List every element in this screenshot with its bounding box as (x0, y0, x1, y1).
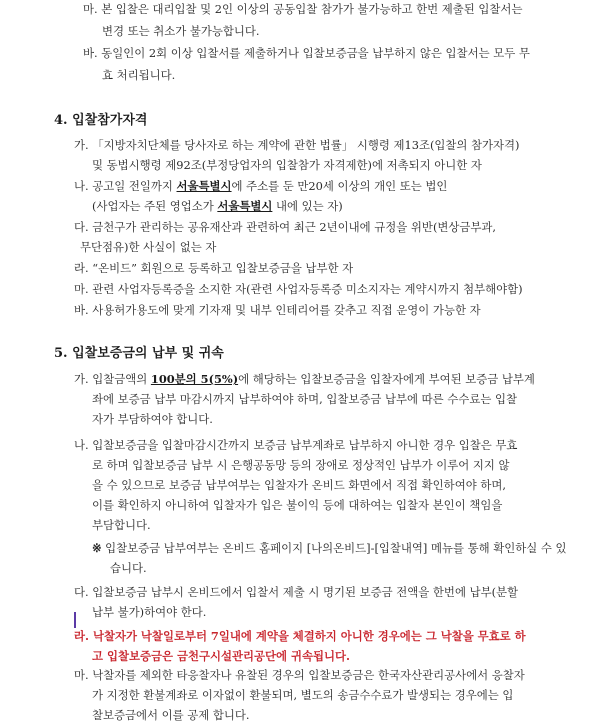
s5-ga-line3: 자가 부담하여야 합니다. (92, 412, 213, 426)
item-text: “온비드” 회원으로 등록하고 입찰보증금을 납부한 자 (92, 261, 354, 275)
item-marker: 가. (74, 372, 89, 386)
s5-ga-line2: 좌에 보증금 납부 마감시까지 납부하여야 하며, 입찰보증금 납부에 따른 수수료는 입찰 (92, 392, 517, 406)
s5-da-line2: 납부 불가)하여야 한다. (92, 605, 207, 619)
item-text: 낙찰자를 제외한 타응찰자나 유찰된 경우의 입찰보증금은 한국자산관리공사에서 응찰자 (92, 668, 525, 682)
s5-ra-line1 (74, 628, 526, 644)
s5-na-line1 (74, 437, 517, 453)
s5-ga-line1 (74, 371, 535, 387)
s5-na-line3: 을 수 있으므로 보증금 납부여부는 입찰자가 온비드 화면에서 직접 확인하여야 하며, (92, 478, 506, 492)
item-marker: 마. (74, 668, 89, 682)
underlined-text: 서울특별시 (176, 179, 232, 193)
item-marker: 나. (74, 179, 89, 193)
s4-ba-line1 (74, 302, 481, 318)
item-marker: 가. (74, 138, 89, 152)
item-marker: 마. (74, 282, 89, 296)
s4-ga-line2: 및 동법시행령 제92조(부정당업자의 입찰참가 자격제한)에 저촉되지 아니한 자 (92, 158, 482, 172)
item-text: 관련 사업자등록증을 소지한 자(관련 사업자등록증 미소지자는 계약시까지 첨부해야함) (92, 282, 523, 296)
change-marker-bar (74, 612, 76, 628)
section-4-title: 4. 입찰참가자격 (54, 113, 148, 128)
item-text: 내에 있는 자) (272, 199, 343, 213)
item-text: 금천구가 관리하는 공유재산과 관련하여 최근 2년이내에 규정을 위반(변상금부과, (92, 220, 497, 234)
item-marker: 다. (74, 585, 89, 599)
item-marker: 라. (74, 629, 89, 643)
s5-na-line2: 로 하며 입찰보증금 납부 시 은행공동망 등의 장애로 정상적인 납부가 이루어 지지 않 (92, 458, 510, 472)
item-text: 에 해당하는 입찰보증금을 입찰자에게 부여된 보증금 납부계 (238, 372, 535, 386)
s5-ma-line2: 가 지정한 환불계좌로 이자없이 환불되며, 별도의 송금수수료가 발생되는 경우에는 입 (92, 688, 514, 702)
underlined-text: 서울특별시 (217, 199, 273, 213)
s5-na-note-line2: 습니다. (110, 561, 147, 575)
s5-ma-line3: 찰보증금에서 이를 공제 합니다. (92, 708, 250, 722)
item-marker: 바. (74, 303, 89, 317)
item-text: 공고일 전일까지 (92, 179, 177, 193)
item-text: 낙찰자가 낙찰일로부터 7일내에 계약을 체결하지 아니한 경우에는 그 낙찰을 무효로 하 (92, 629, 526, 643)
item-ba-line2: 효 처리됩니다. (102, 68, 176, 82)
s5-na-line4: 이를 확인하지 아니하여 입찰자가 입은 불이익 등에 대하여는 입찰자 본인이 책임을 (92, 498, 503, 512)
s4-ra-line1 (74, 260, 353, 276)
section-5-title: 5. 입찰보증금의 납부 및 귀속 (54, 346, 224, 361)
s4-da-line2: 무단점유)한 사실이 없는 자 (80, 240, 217, 254)
s4-ga-line1 (74, 137, 520, 153)
item-text: 본 입찰은 대리입찰 및 2인 이상의 공동입찰 참가가 불가능하고 한번 제출된 입찰서는 (101, 2, 523, 16)
s5-na-line5: 부담합니다. (92, 518, 151, 532)
item-text: 동일인이 2회 이상 입찰서를 제출하거나 입찰보증금을 납부하지 않은 입찰서는 모두 무 (101, 46, 530, 60)
item-marker: 라. (74, 261, 89, 275)
item-text: 입찰보증금을 입찰마감시간까지 보증금 납부계좌로 납부하지 아니한 경우 입찰은 무효 (92, 438, 518, 452)
item-text: (사업자는 주된 영업소가 (92, 199, 218, 213)
item-text: 입찰보증금 납부시 온비드에서 입찰서 제출 시 명기된 보증금 전액을 한번에 납부(분할 (92, 585, 519, 599)
s4-ma-line1 (74, 281, 523, 297)
s5-ma-line1 (74, 667, 525, 683)
item-marker: 나. (74, 438, 89, 452)
s4-da-line1 (74, 219, 496, 235)
item-text: 입찰금액의 (92, 372, 151, 386)
item-marker: 마. (83, 2, 98, 16)
note-mark: ※ (92, 541, 102, 555)
note-text: 입찰보증금 납부여부는 온비드 홈페이지 [나의온비드]-[입찰내역] 메뉴를 통해 확인하실 수 있 (105, 541, 567, 555)
underlined-text: 100분의 5(5%) (150, 372, 239, 386)
item-ba-line1 (83, 45, 530, 61)
item-marker: 다. (74, 220, 89, 234)
s4-na-line2 (92, 198, 343, 214)
s5-da-line1 (74, 584, 518, 600)
item-text: 「지방자치단체를 당사자로 하는 계약에 관한 법률」 시행령 제13조(입찰의 참가자격) (92, 138, 520, 152)
s5-na-note-line1 (92, 540, 567, 556)
s4-na-line1 (74, 178, 447, 194)
item-text: 에 주소를 둔 만20세 이상의 개인 또는 법인 (231, 179, 448, 193)
item-marker: 바. (83, 46, 98, 60)
item-text: 사용허가용도에 맞게 기자재 및 내부 인테리어를 갖추고 직접 운영이 가능한 자 (92, 303, 481, 317)
item-ma-line2: 변경 또는 취소가 불가능합니다. (102, 24, 260, 38)
s5-ra-line2: 고 입찰보증금은 금천구시설관리공단에 귀속됩니다. (92, 649, 350, 663)
item-ma-line1 (83, 1, 522, 17)
